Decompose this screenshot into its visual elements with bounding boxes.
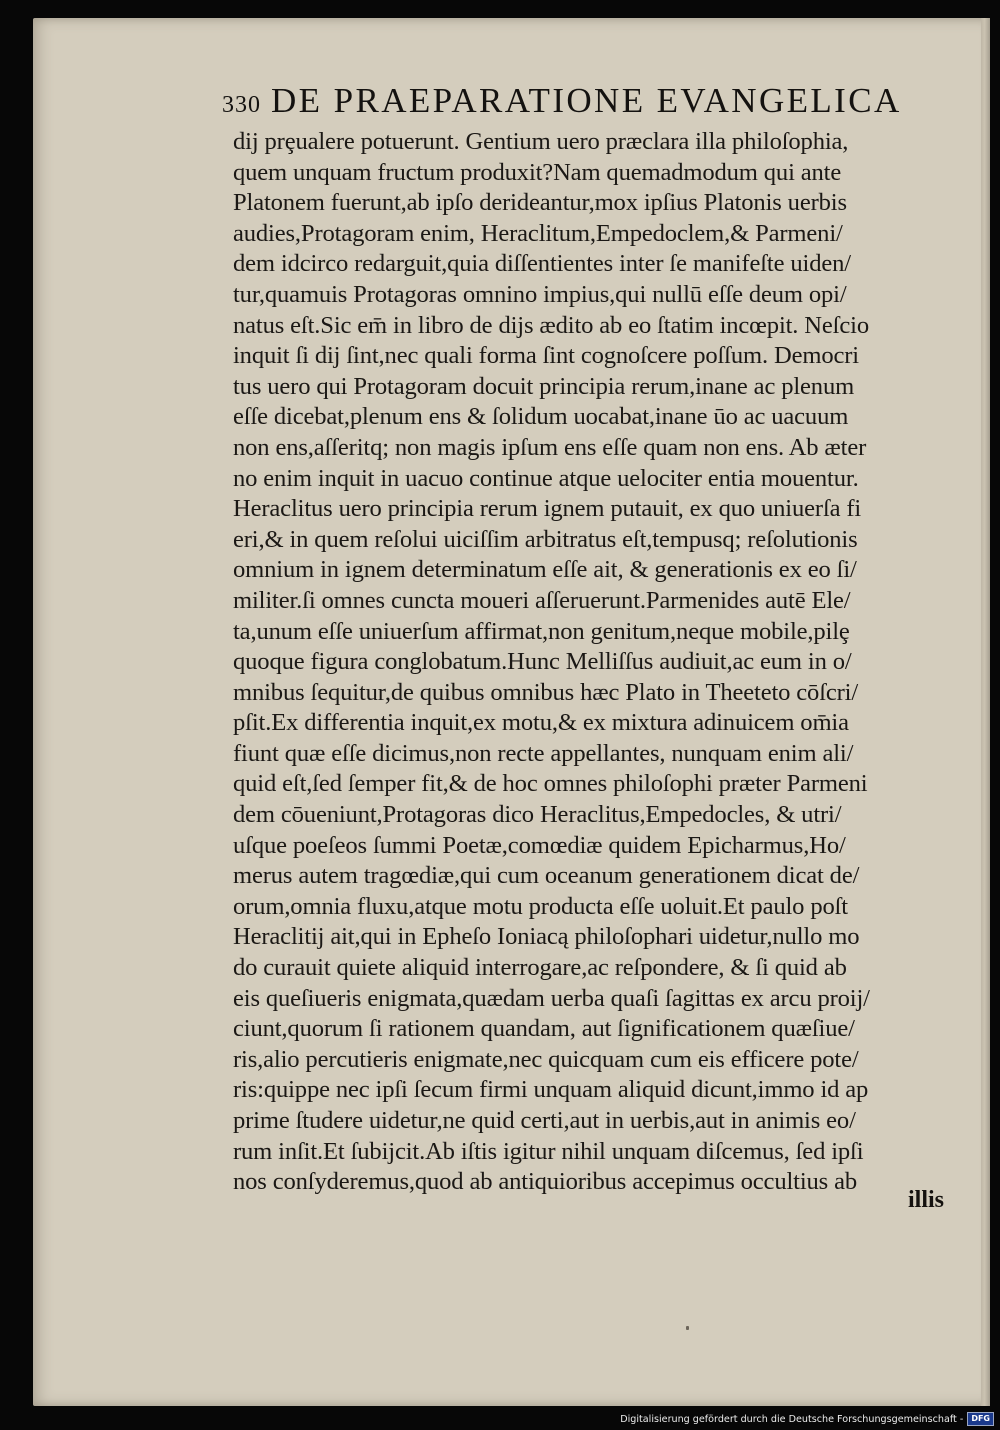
text-line: eri,& in quem reſolui uiciſſim arbitratus eſt,tempusq; reſolutionis — [233, 525, 858, 553]
text-line: militer.ſi omnes cuncta moueri aſſeruerunt.Parmenides autē Ele/ — [233, 586, 851, 614]
text-block — [233, 127, 958, 1198]
text-line: natus eſt.Sic em̄ in libro de dijs ædito ab eo ſtatim incœpit. Neſcio — [233, 311, 869, 339]
text-line: fiunt quæ eſſe dicimus,non recte appellantes, nunquam enim ali/ — [233, 739, 854, 767]
text-line: eſſe dicebat,plenum ens & ſolidum uocabat,inane ūo ac uacuum — [233, 403, 849, 431]
text-line: rum inſit.Et ſubijcit.Ab iſtis igitur nihil unquam diſcemus, ſed ipſi — [233, 1137, 864, 1165]
text-line: uſque poeſeos ſummi Poetæ,comœdiæ quidem Epicharmus,Ho/ — [233, 831, 846, 859]
page-edge — [981, 18, 990, 1406]
ink-speck — [686, 1326, 689, 1330]
text-line: ris:quippe nec ipſi ſecum firmi unquam aliquid dicunt,immo id ap — [233, 1076, 869, 1104]
text-line: audies,Protagoram enim, Heraclitum,Empedoclem,& Parmeni/ — [233, 219, 843, 247]
text-line: eis queſiueris enigmata,quædam uerba quaſi ſagittas ex arcu proij/ — [233, 984, 870, 1012]
text-line: no enim inquit in uacuo continue atque uelociter entia mouentur. — [233, 464, 859, 492]
text-line: dij prȩualere potuerunt. Gentium uero præclara illa philoſophia, — [233, 128, 849, 155]
text-line: nos conſyderemus,quod ab antiquioribus accepimus occultius ab — [233, 1168, 857, 1196]
text-line: quem unquam fructum produxit?Nam quemadmodum qui ante — [233, 158, 842, 186]
dfg-logo-icon: DFG — [967, 1412, 994, 1426]
catchword: illis — [908, 1187, 945, 1213]
text-line: dem idcirco redarguit,quia diſſentientes inter ſe manifeſte uiden/ — [233, 250, 851, 278]
text-line: Platonem fuerunt,ab ipſo derideantur,mox ipſius Platonis uerbis — [233, 189, 847, 217]
text-line: ris,alio percutieris enigmate,nec quicquam cum eis efficere pote/ — [233, 1045, 859, 1073]
text-line: orum,omnia fluxu,atque motu producta eſſe uoluit.Et paulo poſt — [233, 892, 848, 920]
text-line: do curauit quiete aliquid interrogare,ac reſpondere, & ſi quid ab — [233, 954, 847, 982]
text-line: quoque figura conglobatum.Hunc Melliſſus audiuit,ac eum in o/ — [233, 648, 852, 676]
footer-credit: Digitalisierung gefördert durch die Deutsche Forschungsgemeinschaft - — [620, 1413, 964, 1425]
text-line: merus autem tragœdiæ,qui cum oceanum generationem dicat de/ — [233, 862, 860, 890]
running-head: DE PRAEPARATIONE EVANGELICA — [271, 81, 902, 120]
text-line: ciunt,quorum ſi rationem quandam, aut ſignificationem quæſiue/ — [233, 1015, 855, 1043]
text-line: non ens,aſſeritq; non magis ipſum ens eſſe quam non ens. Ab æter — [233, 433, 867, 461]
text-line: inquit ſi dij ſint,nec quali forma ſint cognoſcere poſſum. Democri — [233, 342, 859, 370]
page-header — [222, 81, 952, 125]
digitization-footer — [0, 1408, 1000, 1430]
text-line: pſit.Ex differentia inquit,ex motu,& ex mixtura adinuicem om̄ia — [233, 709, 849, 737]
text-line: tus uero qui Protagoram docuit principia rerum,inane ac plenum — [233, 372, 855, 400]
text-line: ta,unum eſſe uniuerſum affirmat,non genitum,neque mobile,pilȩ — [233, 617, 850, 645]
text-line: tur,quamuis Protagoras omnino impius,qui nullū eſſe deum opi/ — [233, 280, 847, 308]
text-line: omnium in ignem determinatum eſſe ait, & generationis ex eo ſi/ — [233, 556, 857, 584]
text-line: Heraclitus uero principia rerum ignem putauit, ex quo uniuerſa fi — [233, 495, 862, 523]
page-number: 330 — [222, 92, 261, 118]
text-line: quid eſt,ſed ſemper fit,& de hoc omnes philoſophi præter Parmeni — [233, 770, 868, 798]
text-line: Heraclitij ait,qui in Epheſo Ioniacą philoſophari uidetur,nullo mo — [233, 923, 860, 951]
text-line: dem cōueniunt,Protagoras dico Heraclitus,Empedocles, & utri/ — [233, 801, 842, 829]
text-line: mnibus ſequitur,de quibus omnibus hæc Plato in Theeteto cōſcri/ — [233, 678, 859, 706]
text-line: prime ſtudere uidetur,ne quid certi,aut in uerbis,aut in animis eo/ — [233, 1107, 856, 1134]
